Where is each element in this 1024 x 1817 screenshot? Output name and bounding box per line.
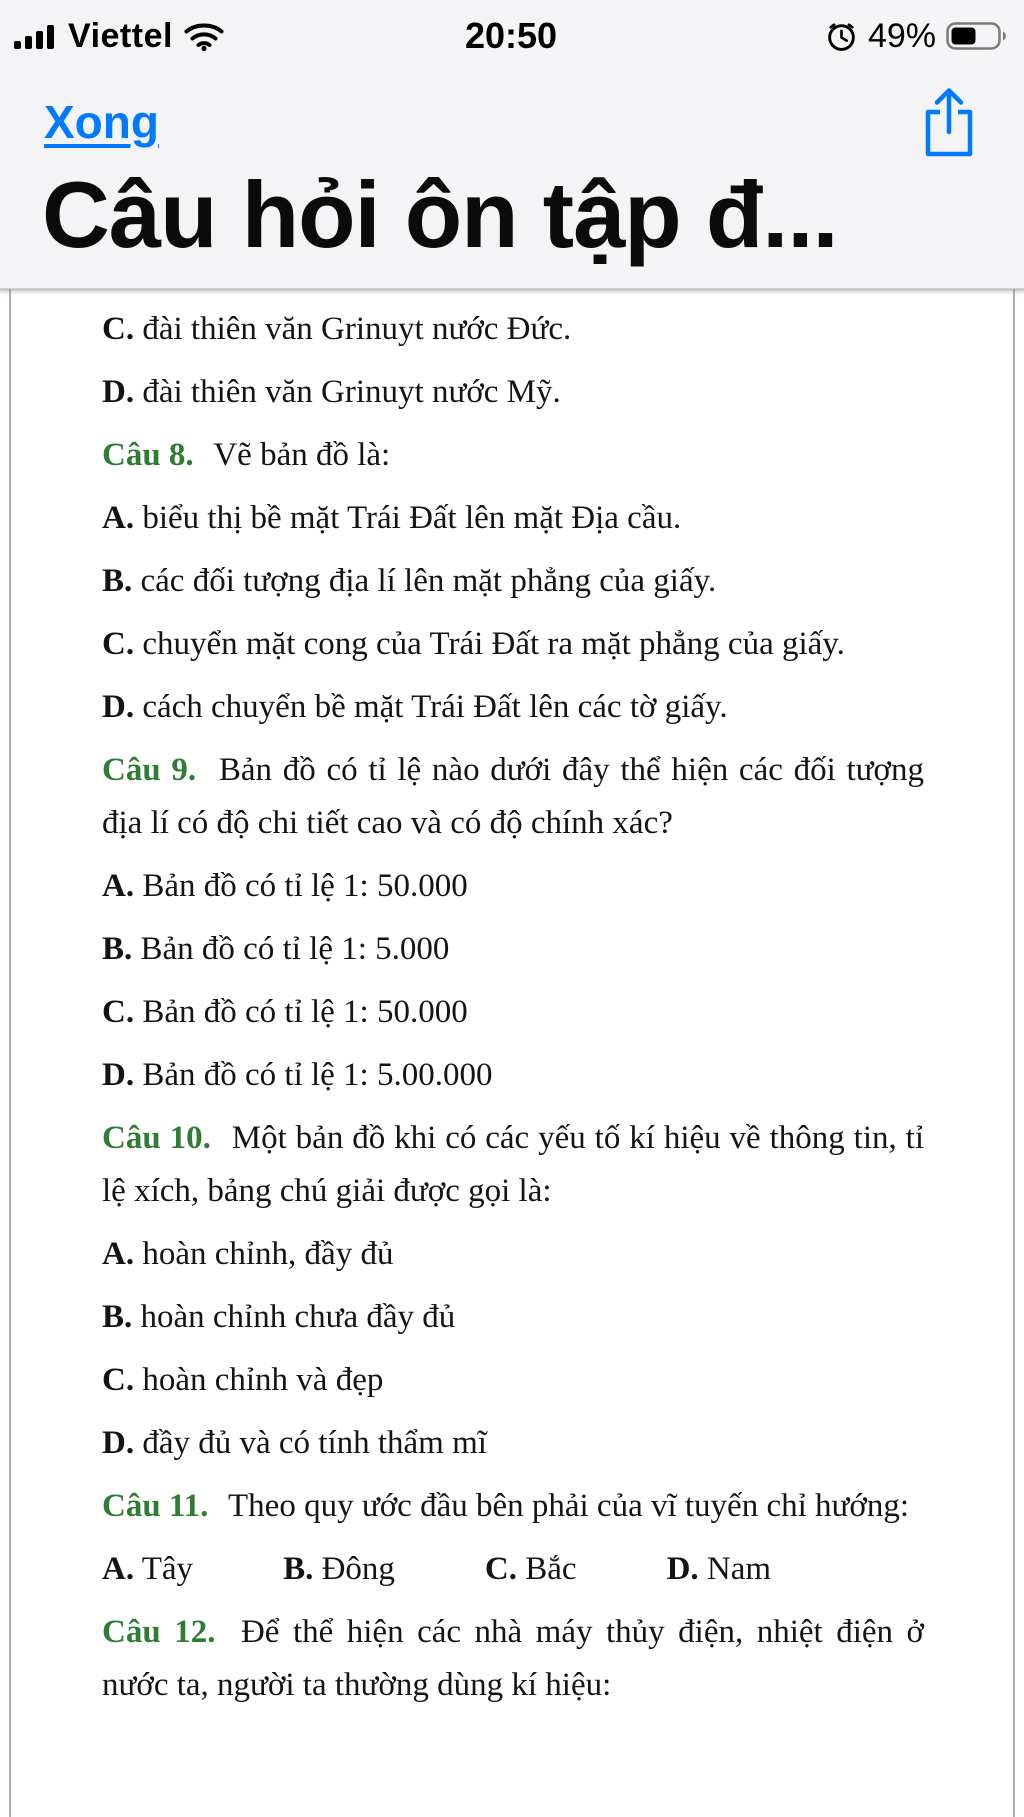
question-number: Câu 9. xyxy=(102,751,197,788)
share-icon[interactable] xyxy=(920,86,978,158)
option-paragraph: B. Bản đồ có tỉ lệ 1: 5.000 xyxy=(102,930,450,967)
option-letter: C. xyxy=(102,1361,135,1398)
option-letter: C. xyxy=(102,310,135,347)
option-paragraph: C. đài thiên văn Grinuyt nước Đức. xyxy=(102,310,572,347)
question-paragraph: Câu 12. Để thể hiện các nhà máy thủy điện, nhiệt điện ở nước ta, người ta thường dùng kí hiệu: xyxy=(102,1613,925,1703)
question-paragraph: Câu 8. Vẽ bản đồ là: xyxy=(102,436,391,473)
option-letter: D. xyxy=(102,373,135,410)
battery-percent-label: 49% xyxy=(867,16,937,55)
battery-icon xyxy=(946,21,1008,51)
option-letter: C. xyxy=(102,625,135,662)
document-viewer[interactable] xyxy=(0,289,1024,1817)
option-letter: D. xyxy=(666,1550,699,1587)
option-letter: D. xyxy=(102,1056,135,1093)
header xyxy=(0,0,1024,289)
cellular-signal-icon xyxy=(14,22,58,51)
document-body xyxy=(0,289,1024,1712)
done-button[interactable]: Xong xyxy=(44,96,159,148)
option-letter: D. xyxy=(102,688,135,725)
status-bar xyxy=(0,0,1024,66)
option-letter: A. xyxy=(102,1550,135,1587)
question-number: Câu 11. xyxy=(102,1487,209,1524)
answer-option: B. Đông xyxy=(283,1550,395,1587)
option-letter: C. xyxy=(102,993,135,1030)
option-paragraph: C. Bản đồ có tỉ lệ 1: 50.000 xyxy=(102,993,468,1030)
wifi-icon xyxy=(183,21,225,52)
option-letter: B. xyxy=(102,930,133,967)
carrier-label: Viettel xyxy=(68,16,173,55)
document-title: Câu hỏi ôn tập đ... xyxy=(42,162,838,267)
option-paragraph: D. cách chuyển bề mặt Trái Đất lên các tờ giấy. xyxy=(102,688,728,725)
option-paragraph: D. Bản đồ có tỉ lệ 1: 5.00.000 xyxy=(102,1056,493,1093)
option-letter: B. xyxy=(102,1298,133,1335)
status-time: 20:50 xyxy=(464,15,558,56)
option-letter: D. xyxy=(102,1424,135,1461)
option-paragraph: B. hoàn chỉnh chưa đầy đủ xyxy=(102,1298,456,1335)
option-letter: C. xyxy=(484,1550,518,1587)
option-paragraph: C. hoàn chỉnh và đẹp xyxy=(102,1361,384,1398)
answer-option: C. Bắc xyxy=(484,1550,577,1587)
option-paragraph: B. các đối tượng địa lí lên mặt phẳng của giấy. xyxy=(102,562,717,599)
question-number: Câu 10. xyxy=(102,1119,211,1156)
inline-options-row xyxy=(102,1543,924,1596)
answer-option: D. Nam xyxy=(666,1550,772,1587)
question-number: Câu 12. xyxy=(102,1613,216,1650)
option-paragraph: D. đầy đủ và có tính thẩm mĩ xyxy=(102,1424,487,1461)
question-paragraph: Câu 9. Bản đồ có tỉ lệ nào dưới đây thể hiện các đối tượng địa lí có độ chi tiết cao và có độ chính xác? xyxy=(102,751,924,841)
question-number: Câu 8. xyxy=(102,436,194,473)
option-letter: B. xyxy=(102,562,133,599)
option-letter: A. xyxy=(102,499,135,536)
alarm-clock-icon xyxy=(825,20,858,53)
option-letter: A. xyxy=(102,867,135,904)
option-paragraph: A. biểu thị bề mặt Trái Đất lên mặt Địa cầu. xyxy=(102,499,682,536)
question-paragraph: Câu 10. Một bản đồ khi có các yếu tố kí hiệu về thông tin, tỉ lệ xích, bảng chú giải được gọi là: xyxy=(102,1119,924,1209)
option-paragraph: A. Bản đồ có tỉ lệ 1: 50.000 xyxy=(102,867,468,904)
answer-option: A. Tây xyxy=(102,1550,194,1587)
question-paragraph: Câu 11. Theo quy ước đầu bên phải của vĩ tuyến chỉ hướng: xyxy=(102,1487,910,1524)
option-letter: A. xyxy=(102,1235,135,1272)
option-letter: B. xyxy=(283,1550,314,1587)
option-paragraph: A. hoàn chỉnh, đầy đủ xyxy=(102,1235,394,1272)
option-paragraph: C. chuyển mặt cong của Trái Đất ra mặt phẳng của giấy. xyxy=(102,625,845,662)
option-paragraph: D. đài thiên văn Grinuyt nước Mỹ. xyxy=(102,373,561,410)
toolbar xyxy=(0,66,1024,162)
